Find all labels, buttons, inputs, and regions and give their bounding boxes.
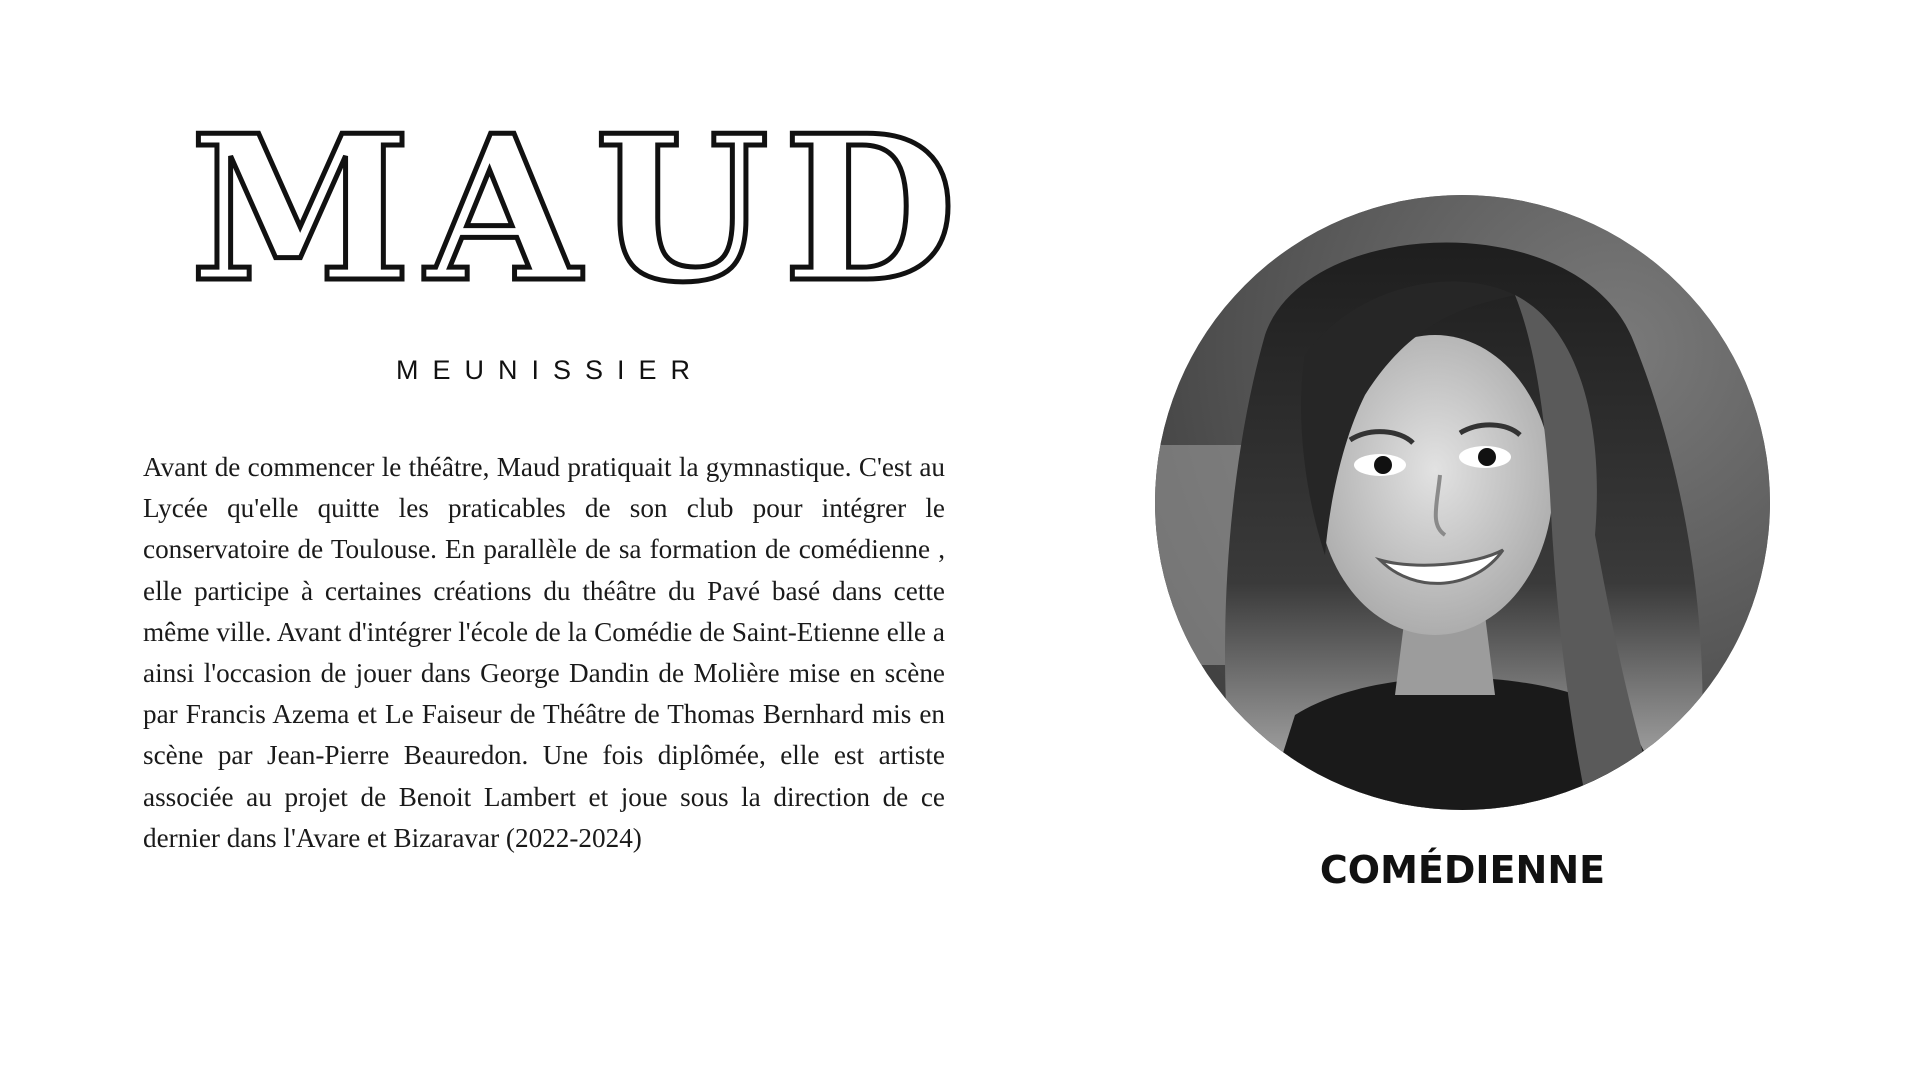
first-name-title: MAUD	[190, 92, 971, 327]
last-name-subtitle: MEUNISSIER	[395, 355, 705, 385]
role-label: COMÉDIENNE	[1319, 848, 1606, 892]
portrait-photo-icon	[1155, 195, 1770, 810]
biography-text: Avant de commencer le théâtre, Maud pratiquait la gymnastique. C'est au Lycée qu'elle quitte les praticables de son club pour intégrer le conservatoire de Toulouse. En parallèle de sa formation de comédienne , elle participe à certaines créations du théâtre du Pavé basé dans cette même ville. Avant d'intégrer l'école de la Comédie de Saint-Etienne elle a ainsi l'occasion de jouer dans George Dandin de Molière mise en scène par Francis Azema et Le Faiseur de Théâtre de Thomas Bernhard mis en scène par Jean-Pierre Beauredon. Une fois diplômée, elle est artiste associée au projet de Benoit Lambert et joue sous la direction de ce dernier dans l'Avare et Bizaravar (2022-2024)	[143, 452, 945, 853]
portrait-photo	[1155, 195, 1770, 810]
